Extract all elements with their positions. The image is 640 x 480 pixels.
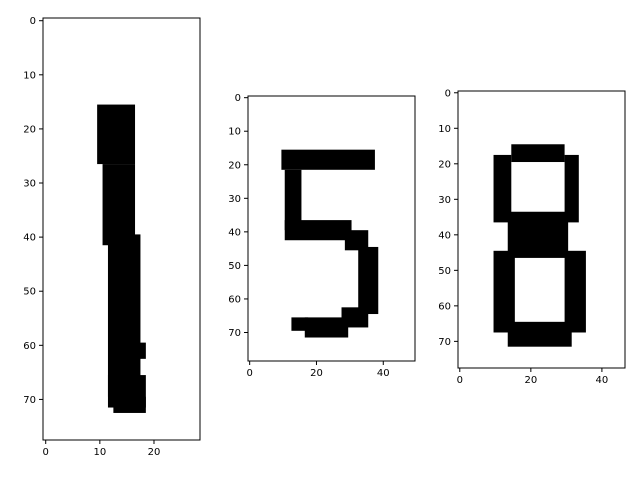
digit-8-ytick-label: 30 xyxy=(438,194,451,206)
digit-8-ink-block-4 xyxy=(494,251,515,333)
digit-8-ink-block-3 xyxy=(508,212,568,258)
digit-5-ink-block-6 xyxy=(305,317,348,337)
digit-8-ink-block-5 xyxy=(565,251,586,333)
digit-1-xtick-label: 0 xyxy=(42,447,49,458)
digit-8-xtick-label: 0 xyxy=(456,375,463,386)
digit-5-ytick-label: 0 xyxy=(234,93,241,105)
digit-8-ytick-label: 70 xyxy=(438,336,451,348)
digit-1-ytick-label: 60 xyxy=(23,340,36,352)
digit-5-ytick-label: 30 xyxy=(228,193,241,205)
digit-5-ytick-label: 40 xyxy=(228,227,241,239)
digit-5-xtick-label: 20 xyxy=(310,368,323,379)
digit-1-ytick-label: 50 xyxy=(23,286,36,298)
digit-1-ink-block-3 xyxy=(135,343,146,359)
digit-8-ytick-label: 50 xyxy=(438,265,451,277)
digit-5-ink-block-4 xyxy=(358,247,378,314)
digit-1-panel xyxy=(23,16,200,458)
digit-1-ytick-label: 30 xyxy=(23,178,36,190)
digit-8-ytick-label: 20 xyxy=(438,159,451,171)
digit-5-ink-block-0 xyxy=(281,150,375,170)
digit-1-ink-block-1 xyxy=(103,164,135,245)
digit-1-xtick-label: 10 xyxy=(93,447,107,458)
digit-5-ytick-label: 50 xyxy=(228,260,241,272)
digit-1-ytick-label: 20 xyxy=(23,124,36,136)
digit-8-xtick-label: 20 xyxy=(524,375,538,386)
digit-8-panel xyxy=(438,88,625,386)
digit-5-ink-block-7 xyxy=(291,317,308,330)
digit-8-ytick-label: 40 xyxy=(438,230,451,242)
digit-1-xtick-label: 20 xyxy=(147,447,161,458)
digit-8-ink-block-6 xyxy=(508,322,572,347)
digit-8-ytick-label: 0 xyxy=(444,88,451,100)
digit-5-xtick-label: 0 xyxy=(246,368,253,379)
digit-5-panel xyxy=(228,93,415,379)
digit-1-ytick-label: 70 xyxy=(23,394,36,406)
digit-5-ytick-label: 70 xyxy=(228,327,241,339)
digit-1-ytick-label: 0 xyxy=(29,16,36,28)
digit-8-ytick-label: 10 xyxy=(438,123,451,135)
digit-8-ytick-label: 60 xyxy=(438,301,451,313)
digit-1-ink-block-2 xyxy=(108,234,140,396)
digit-1-ink-block-5 xyxy=(113,397,145,413)
digit-5-ink-block-2 xyxy=(285,220,352,240)
digit-1-ytick-label: 40 xyxy=(23,232,36,244)
digit-5-ytick-label: 20 xyxy=(228,160,241,172)
digit-8-xtick-label: 40 xyxy=(595,375,609,386)
digit-5-xtick-label: 40 xyxy=(376,368,390,379)
digit-8-ink-block-0 xyxy=(511,144,564,162)
digit-5-ytick-label: 10 xyxy=(228,126,241,138)
digit-1-ink-block-0 xyxy=(97,105,135,165)
digit-1-ytick-label: 10 xyxy=(23,70,36,82)
digit-5-ytick-label: 60 xyxy=(228,294,241,306)
